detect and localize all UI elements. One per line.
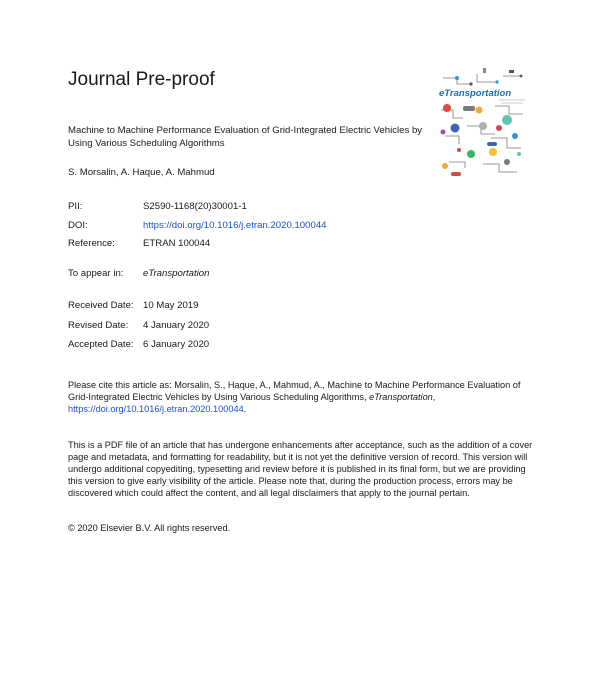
doi-link[interactable]: https://doi.org/10.1016/j.etran.2020.100044 [143, 220, 327, 231]
article-title: Machine to Machine Performance Evaluation of Grid-Integrated Electric Vehicles by Using Various Scheduling Algorithms [68, 125, 423, 149]
page-heading: Journal Pre-proof [68, 69, 215, 90]
revised-value: 4 January 2020 [143, 320, 210, 331]
doi-label: DOI: [68, 220, 88, 231]
journal-cover-logo [437, 66, 527, 184]
citation-paragraph [68, 379, 538, 415]
received-value: 10 May 2019 [143, 300, 199, 311]
citation-text: Please cite this article as: Morsalin, S., Haque, A., Mahmud, A., Machine to Machine Performance Evaluation of Grid-Integrated Electric Vehicles by Using Various Scheduling Algorithms, [68, 380, 521, 402]
pii-label: PII: [68, 201, 83, 212]
citation-separator: , [432, 392, 436, 402]
author-list: S. Morsalin, A. Haque, A. Mahmud [68, 167, 215, 178]
accepted-label: Accepted Date: [68, 339, 134, 350]
svg-text:eTransportation: eTransportation [439, 88, 512, 99]
accepted-value: 6 January 2020 [143, 339, 210, 350]
received-label: Received Date: [68, 300, 134, 311]
citation-end: . [243, 404, 247, 414]
copyright-notice: © 2020 Elsevier B.V. All rights reserved. [68, 523, 231, 533]
reference-value: ETRAN 100044 [143, 238, 211, 249]
pii-value: S2590-1168(20)30001-1 [143, 201, 247, 212]
citation-doi-link[interactable]: https://doi.org/10.1016/j.etran.2020.100044 [68, 404, 244, 414]
reference-label: Reference: [68, 238, 115, 249]
notice-paragraph: This is a PDF file of an article that has undergone enhancements after acceptance, such as the addition of a cover page and metadata, and formatting for readability, but it is not yet the definitive version of record. This version will undergo additional copyediting, typesetting and review before it is published in its final form, but we are providing this version to give early visibility of the article. Please note that, during the production process, errors may be discovered which could affect the content, and all legal disclaimers that apply to the journal pertain. [68, 440, 533, 498]
appear-value: eTransportation [143, 268, 210, 279]
appear-label: To appear in: [68, 268, 124, 279]
citation-journal: eTransportation [369, 392, 433, 402]
revised-label: Revised Date: [68, 320, 129, 331]
